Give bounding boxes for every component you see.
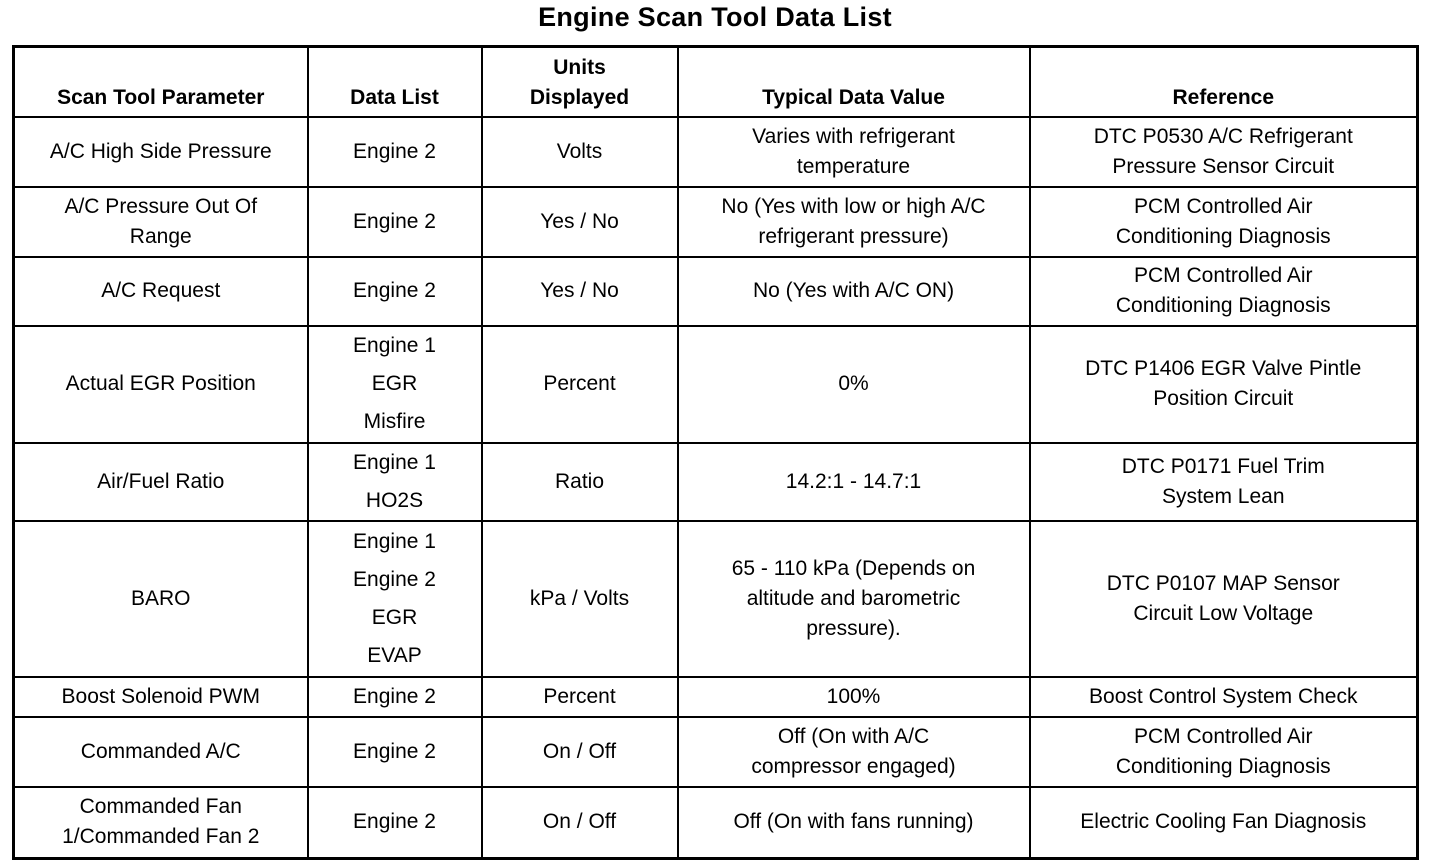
- cell-parameter: [14, 117, 308, 187]
- cell-reference-line: DTC P0530 A/C Refrigerant: [1093, 124, 1353, 148]
- cell-reference-line: Pressure Sensor Circuit: [1112, 154, 1335, 178]
- cell-parameter: [14, 521, 308, 677]
- table-row: [14, 326, 1418, 443]
- cell-typical-line: compressor engaged): [751, 754, 956, 778]
- cell-typical-line: temperature: [796, 154, 911, 178]
- cell-reference-line: DTC P1406 EGR Valve Pintle: [1085, 357, 1362, 380]
- cell-typical: [678, 257, 1030, 326]
- cell-parameter-line: A/C Pressure Out Of: [64, 194, 258, 218]
- table-row: [14, 521, 1418, 677]
- header-units-line2: Displayed: [529, 85, 630, 109]
- cell-reference-line: Electric Cooling Fan Diagnosis: [1080, 810, 1367, 834]
- cell-typical-line: Off (On with fans running): [733, 810, 974, 834]
- cell-parameter-line: A/C Request: [101, 279, 221, 302]
- cell-typical: [678, 326, 1030, 443]
- cell-units: Ratio: [482, 443, 678, 521]
- cell-data-list-line: Engine 1: [353, 450, 436, 474]
- cell-typical-line: 65 - 110 kPa (Depends on: [731, 556, 976, 580]
- cell-data-list-line: EGR: [371, 372, 418, 395]
- cell-data-list-line: Engine 2: [353, 209, 436, 233]
- cell-parameter: [14, 326, 308, 443]
- cell-typical-line: 14.2:1 - 14.7:1: [785, 469, 922, 493]
- cell-reference-line: DTC P0171 Fuel Trim: [1121, 454, 1325, 478]
- header-data-list: Data List: [308, 47, 482, 117]
- cell-reference-line: PCM Controlled Air: [1133, 194, 1313, 218]
- cell-typical-line: No (Yes with low or high A/C: [721, 194, 986, 218]
- cell-typical-line: altitude and barometric: [746, 586, 961, 610]
- cell-data-list-line: Engine 2: [353, 279, 436, 302]
- cell-reference-line: System Lean: [1161, 484, 1285, 508]
- cell-parameter-line: Commanded Fan: [79, 795, 242, 819]
- cell-typical: [678, 677, 1030, 717]
- cell-typical-line: 100%: [826, 684, 881, 708]
- cell-data-list-line: Engine 2: [353, 139, 436, 163]
- cell-units: kPa / Volts: [482, 521, 678, 677]
- cell-reference-line: Conditioning Diagnosis: [1115, 294, 1331, 317]
- header-units-line1: Units: [553, 55, 606, 79]
- cell-units: Volts: [482, 117, 678, 187]
- cell-parameter-line: Commanded A/C: [80, 739, 241, 763]
- cell-units: Percent: [482, 677, 678, 717]
- table-row: [14, 717, 1418, 787]
- cell-data-list-line: Engine 1: [353, 529, 436, 553]
- cell-parameter: [14, 257, 308, 326]
- cell-parameter: [14, 677, 308, 717]
- cell-data-list: [308, 326, 482, 443]
- table-row: [14, 787, 1418, 859]
- cell-typical-line: Off (On with A/C: [777, 724, 930, 748]
- cell-reference: [1030, 521, 1418, 677]
- cell-parameter-line: BARO: [130, 586, 191, 610]
- cell-typical: [678, 787, 1030, 859]
- cell-typical-line: 0%: [838, 372, 869, 395]
- cell-reference-line: PCM Controlled Air: [1133, 264, 1313, 287]
- cell-data-list: [308, 677, 482, 717]
- cell-reference: [1030, 326, 1418, 443]
- header-parameter: Scan Tool Parameter: [14, 47, 308, 117]
- cell-reference: [1030, 787, 1418, 859]
- cell-reference: [1030, 187, 1418, 257]
- table-row: [14, 677, 1418, 717]
- cell-data-list-line: EGR: [371, 605, 418, 629]
- cell-parameter: [14, 717, 308, 787]
- table-row: [14, 187, 1418, 257]
- cell-parameter-line: Actual EGR Position: [65, 372, 256, 395]
- cell-units: Yes / No: [482, 257, 678, 326]
- cell-data-list: [308, 443, 482, 521]
- cell-data-list: [308, 521, 482, 677]
- cell-data-list-line: Engine 1: [353, 334, 436, 357]
- cell-data-list-line: Misfire: [363, 410, 426, 433]
- cell-parameter: [14, 443, 308, 521]
- header-typical: Typical Data Value: [678, 47, 1030, 117]
- cell-typical: [678, 117, 1030, 187]
- cell-parameter-line: Range: [129, 224, 192, 248]
- cell-units: Yes / No: [482, 187, 678, 257]
- cell-reference: [1030, 717, 1418, 787]
- cell-units: On / Off: [482, 717, 678, 787]
- cell-parameter-line: A/C High Side Pressure: [49, 139, 272, 163]
- cell-parameter: [14, 187, 308, 257]
- table-row: [14, 443, 1418, 521]
- table-row: [14, 117, 1418, 187]
- cell-typical: [678, 443, 1030, 521]
- cell-reference-line: Conditioning Diagnosis: [1115, 224, 1331, 248]
- cell-reference: [1030, 443, 1418, 521]
- page-title: Engine Scan Tool Data List: [538, 2, 892, 32]
- cell-reference-line: DTC P0107 MAP Sensor: [1106, 571, 1340, 595]
- cell-parameter-line: Air/Fuel Ratio: [97, 469, 225, 493]
- cell-data-list-line: HO2S: [365, 488, 424, 512]
- cell-reference: [1030, 257, 1418, 326]
- header-units: [482, 47, 678, 117]
- cell-data-list: [308, 717, 482, 787]
- cell-data-list: [308, 257, 482, 326]
- cell-parameter-line: 1/Commanded Fan 2: [62, 825, 260, 849]
- cell-units: Percent: [482, 326, 678, 443]
- table-body: [14, 117, 1418, 859]
- cell-reference-line: Conditioning Diagnosis: [1115, 754, 1331, 778]
- table-row: [14, 257, 1418, 326]
- cell-typical: [678, 717, 1030, 787]
- cell-units: On / Off: [482, 787, 678, 859]
- cell-typical: [678, 521, 1030, 677]
- cell-typical: [678, 187, 1030, 257]
- cell-data-list-line: Engine 2: [353, 567, 436, 591]
- cell-typical-line: Varies with refrigerant: [752, 124, 955, 148]
- header-row: [14, 47, 1418, 117]
- cell-data-list: [308, 787, 482, 859]
- cell-reference: [1030, 677, 1418, 717]
- cell-reference-line: PCM Controlled Air: [1133, 724, 1313, 748]
- cell-data-list: [308, 187, 482, 257]
- cell-parameter: [14, 787, 308, 859]
- cell-parameter-line: Boost Solenoid PWM: [61, 684, 260, 708]
- scan-tool-data-table: [12, 45, 1419, 860]
- cell-data-list-line: Engine 2: [353, 810, 436, 834]
- cell-reference-line: Position Circuit: [1153, 387, 1294, 410]
- cell-typical-line: refrigerant pressure): [758, 224, 949, 248]
- cell-reference: [1030, 117, 1418, 187]
- cell-data-list-line: Engine 2: [353, 684, 436, 708]
- header-reference: Reference: [1030, 47, 1418, 117]
- cell-reference-line: Boost Control System Check: [1089, 684, 1358, 708]
- cell-data-list-line: EVAP: [367, 643, 422, 667]
- cell-typical-line: No (Yes with A/C ON): [752, 279, 955, 302]
- cell-typical-line: pressure).: [806, 616, 901, 640]
- cell-data-list: [308, 117, 482, 187]
- cell-reference-line: Circuit Low Voltage: [1133, 601, 1314, 625]
- cell-data-list-line: Engine 2: [353, 739, 436, 763]
